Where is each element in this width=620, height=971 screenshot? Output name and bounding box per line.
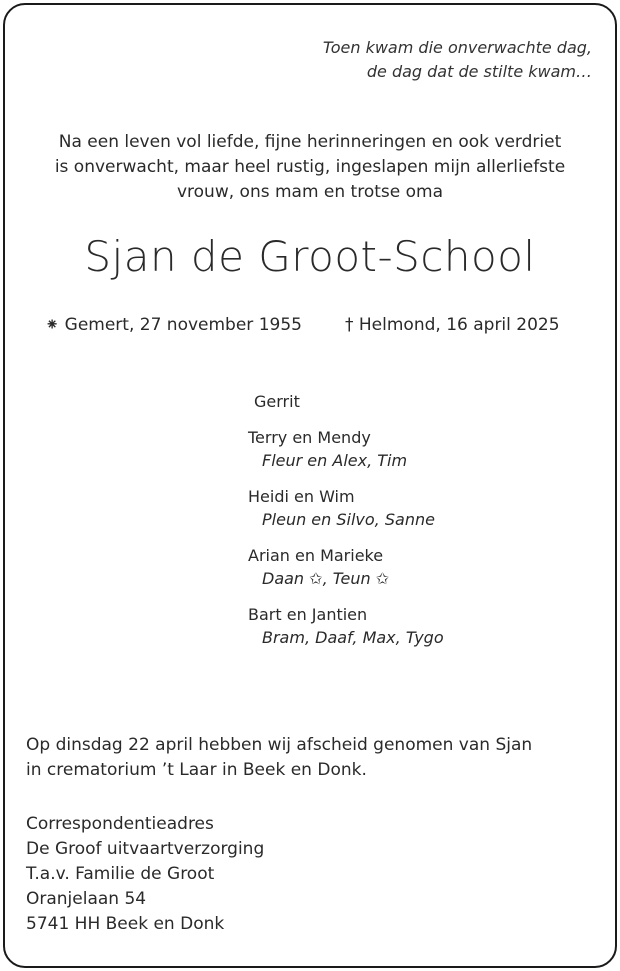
- address-line: 5741 HH Beek en Donk: [26, 914, 225, 934]
- family-parents: Bart en Jantien: [248, 605, 368, 624]
- family-children: Pleun en Silvo, Sanne: [262, 510, 435, 529]
- partner-name: Gerrit: [254, 392, 300, 411]
- intro-line: is onverwacht, maar heel rustig, ingeslapen mijn allerliefste: [54, 157, 566, 177]
- death-date: † Helmond, 16 april 2025: [345, 315, 560, 335]
- family-group: [248, 426, 444, 472]
- intro-line: Na een leven vol liefde, fijne herinneringen en ook verdriet: [58, 132, 562, 152]
- poem-line: de dag dat de stilte kwam…: [366, 62, 592, 81]
- deceased-name: Sjan de Groot-School: [84, 232, 536, 281]
- address-line: De Groof uitvaartverzorging: [26, 839, 265, 859]
- family-parents: Terry en Mendy: [248, 428, 371, 447]
- family-children: Bram, Daaf, Max, Tygo: [262, 628, 444, 647]
- farewell-line: Op dinsdag 22 april hebben wij afscheid genomen van Sjan: [26, 735, 533, 755]
- family-parents: Arian en Marieke: [248, 546, 384, 565]
- address-heading: Correspondentieadres: [26, 814, 214, 834]
- farewell-text: [26, 733, 532, 783]
- family-list: [248, 390, 444, 662]
- intro-line: vrouw, ons mam en trotse oma: [176, 182, 444, 202]
- birth-date: ⁕ Gemert, 27 november 1955: [45, 315, 302, 335]
- poem-line: Toen kwam die onverwachte dag,: [322, 38, 592, 57]
- farewell-line: in crematorium ’t Laar in Beek en Donk.: [26, 760, 367, 780]
- poem: [323, 36, 592, 84]
- correspondence-address: [26, 812, 264, 937]
- address-line: Oranjelaan 54: [26, 889, 147, 909]
- family-group: [248, 485, 444, 531]
- family-group: [248, 603, 444, 649]
- family-parents: Heidi en Wim: [248, 487, 355, 506]
- address-line: T.a.v. Familie de Groot: [26, 864, 215, 884]
- intro-text: [0, 130, 620, 205]
- family-group: [248, 544, 444, 590]
- family-children: Daan ✩, Teun ✩: [262, 569, 390, 588]
- family-children: Fleur en Alex, Tim: [262, 451, 408, 470]
